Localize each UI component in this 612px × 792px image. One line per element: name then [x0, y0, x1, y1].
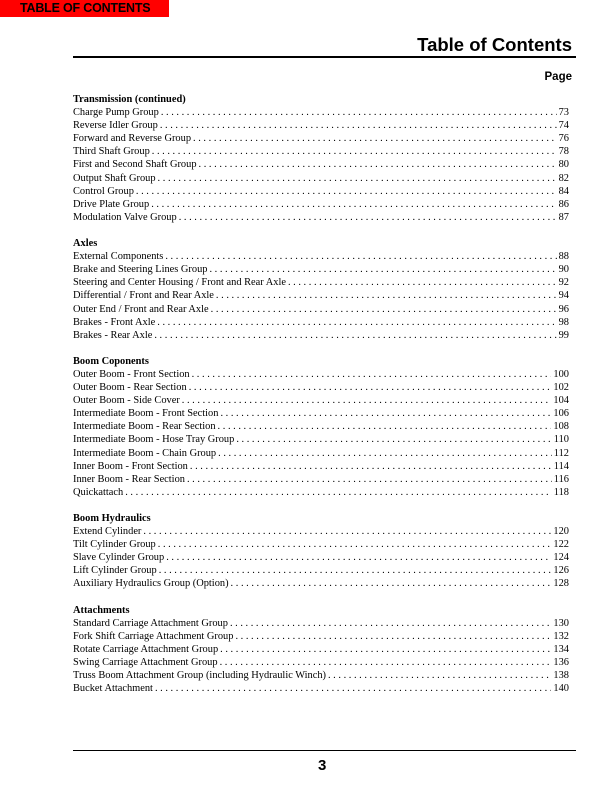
dot-leader: [125, 486, 552, 499]
toc-entry[interactable]: [73, 276, 569, 289]
entry-title: Intermediate Boom - Rear Section: [73, 421, 216, 433]
entry-page: 92: [558, 277, 569, 289]
entry-title: Brakes - Rear Axle: [73, 329, 153, 341]
toc-entry[interactable]: [73, 145, 569, 158]
toc-entry[interactable]: [73, 250, 569, 263]
dot-leader: [190, 460, 552, 473]
entry-title: Lift Cylinder Group: [73, 565, 157, 577]
entry-page: 108: [553, 421, 569, 433]
toc-entry[interactable]: [73, 198, 569, 211]
dot-leader: [136, 185, 557, 198]
dot-leader: [187, 473, 552, 486]
entry-title: Charge Pump Group: [73, 107, 159, 119]
section-heading: Boom Coponents: [73, 355, 149, 367]
entry-title: Truss Boom Attachment Group (including Hydraulic Winch): [73, 670, 326, 682]
entry-title: Slave Cylinder Group: [73, 552, 165, 564]
toc-entry[interactable]: [73, 669, 569, 682]
entry-title: Intermediate Boom - Hose Tray Group: [73, 434, 235, 446]
entry-title: Intermediate Boom - Front Section: [73, 408, 219, 420]
entry-page: 102: [553, 382, 569, 394]
entry-title: Modulation Valve Group: [73, 211, 177, 223]
dot-leader: [157, 316, 556, 329]
toc-entry[interactable]: [73, 525, 569, 538]
entry-page: 73: [558, 107, 569, 119]
dot-leader: [155, 682, 551, 695]
entry-title: Control Group: [73, 185, 134, 197]
entry-page: 104: [553, 395, 569, 407]
toc-entry[interactable]: [73, 630, 569, 643]
dot-leader: [152, 145, 557, 158]
entry-page: 110: [553, 434, 569, 446]
entry-title: Steering and Center Housing / Front and Rear Axle: [73, 277, 286, 289]
toc-entry[interactable]: [73, 643, 569, 656]
entry-page: 112: [553, 447, 569, 459]
toc-entry[interactable]: [73, 394, 569, 407]
dot-leader: [211, 303, 557, 316]
toc-entry[interactable]: [73, 303, 569, 316]
entry-page: 96: [558, 303, 569, 315]
toc-entry[interactable]: [73, 433, 569, 446]
toc-entry[interactable]: [73, 381, 569, 394]
toc-entry[interactable]: [73, 460, 569, 473]
page-column-header: Page: [544, 71, 572, 83]
entry-title: Bucket Attachment: [73, 683, 153, 695]
toc-entry[interactable]: [73, 132, 569, 145]
toc-entry[interactable]: [73, 119, 569, 132]
toc-entry[interactable]: [73, 486, 569, 499]
toc-entry[interactable]: [73, 407, 569, 420]
entry-page: 76: [558, 133, 569, 145]
dot-leader: [179, 211, 557, 224]
entry-page: 122: [553, 539, 569, 551]
entry-title: Fork Shift Carriage Attachment Group: [73, 630, 234, 642]
entry-title: Drive Plate Group: [73, 198, 150, 210]
toc-entry[interactable]: [73, 289, 569, 302]
header-divider: [73, 56, 576, 58]
toc-entry[interactable]: [73, 316, 569, 329]
toc-entry[interactable]: [73, 263, 569, 276]
dot-leader: [154, 329, 556, 342]
entry-title: Auxiliary Hydraulics Group (Option): [73, 578, 229, 590]
entry-title: Inner Boom - Front Section: [73, 460, 188, 472]
dot-leader: [209, 263, 556, 276]
entry-title: Outer Boom - Rear Section: [73, 382, 187, 394]
entry-title: Tilt Cylinder Group: [73, 539, 156, 551]
dot-leader: [288, 276, 557, 289]
entry-title: Inner Boom - Rear Section: [73, 473, 185, 485]
dot-leader: [220, 407, 551, 420]
dot-leader: [231, 577, 552, 590]
entry-page: 126: [553, 565, 569, 577]
entry-page: 80: [558, 159, 569, 171]
dot-leader: [236, 433, 551, 446]
dot-leader: [218, 447, 552, 460]
toc-list: [73, 93, 569, 708]
entry-title: Forward and Reverse Group: [73, 133, 192, 145]
entry-page: 78: [558, 146, 569, 158]
entry-page: 84: [558, 185, 569, 197]
entry-page: 86: [558, 198, 569, 210]
page-number: 3: [318, 757, 327, 774]
dot-leader: [151, 198, 556, 211]
toc-entry[interactable]: [73, 211, 569, 224]
toc-entry[interactable]: [73, 538, 569, 551]
entry-page: 124: [553, 552, 569, 564]
entry-title: External Components: [73, 251, 164, 263]
entry-title: Outer Boom - Side Cover: [73, 395, 180, 407]
dot-leader: [189, 381, 552, 394]
entry-page: 99: [558, 329, 569, 341]
dot-leader: [193, 132, 557, 145]
toc-entry[interactable]: [73, 329, 569, 342]
section-tab: [0, 0, 169, 17]
entry-page: 136: [553, 657, 569, 669]
entry-page: 132: [553, 630, 569, 642]
entry-title: Swing Carriage Attachment Group: [73, 657, 218, 669]
entry-title: Third Shaft Group: [73, 146, 150, 158]
entry-page: 134: [553, 643, 569, 655]
entry-title: Quickattach: [73, 486, 124, 498]
toc-section: [73, 604, 569, 696]
entry-title: Rotate Carriage Attachment Group: [73, 643, 219, 655]
page-title: Table of Contents: [417, 34, 572, 55]
toc-section: [73, 355, 569, 499]
toc-entry[interactable]: [73, 172, 569, 185]
toc-entry[interactable]: [73, 656, 569, 669]
entry-page: 140: [553, 683, 569, 695]
dot-leader: [159, 564, 552, 577]
entry-title: Extend Cylinder: [73, 526, 142, 538]
dot-leader: [218, 420, 552, 433]
toc-entry[interactable]: [73, 617, 569, 630]
entry-title: Intermediate Boom - Chain Group: [73, 447, 217, 459]
dot-leader: [220, 656, 552, 669]
entry-page: 118: [553, 486, 569, 498]
dot-leader: [328, 669, 551, 682]
entry-page: 74: [558, 120, 569, 132]
dot-leader: [158, 172, 557, 185]
entry-page: 88: [558, 251, 569, 263]
dot-leader: [230, 617, 551, 630]
entry-page: 106: [553, 408, 569, 420]
entry-title: Standard Carriage Attachment Group: [73, 617, 228, 629]
section-heading: Boom Hydraulics: [73, 513, 151, 524]
toc-entry[interactable]: [73, 682, 569, 695]
toc-entry[interactable]: [73, 185, 569, 198]
toc-entry[interactable]: [73, 564, 569, 577]
dot-leader: [199, 158, 557, 171]
entry-page: 90: [558, 264, 569, 276]
dot-leader: [216, 289, 557, 302]
section-heading: Transmission (continued): [73, 94, 186, 105]
dot-leader: [182, 394, 552, 407]
dot-leader: [192, 368, 552, 381]
entry-page: 120: [553, 526, 569, 538]
entry-page: 116: [553, 473, 569, 485]
dot-leader: [235, 630, 551, 643]
entry-page: 87: [558, 211, 569, 223]
dot-leader: [166, 551, 551, 564]
section-heading: Attachments: [73, 604, 130, 616]
entry-title: Output Shaft Group: [73, 172, 156, 184]
toc-section: [73, 237, 569, 342]
dot-leader: [160, 119, 557, 132]
toc-entry[interactable]: [73, 473, 569, 486]
entry-page: 130: [553, 617, 569, 629]
toc-section: [73, 512, 569, 591]
toc-entry[interactable]: [73, 158, 569, 171]
entry-page: 138: [553, 670, 569, 682]
entry-title: First and Second Shaft Group: [73, 159, 197, 171]
entry-title: Brake and Steering Lines Group: [73, 264, 208, 276]
section-heading: Axles: [73, 238, 98, 250]
footer-divider: [73, 750, 576, 751]
dot-leader: [220, 643, 551, 656]
toc-section: [73, 93, 569, 224]
toc-entry[interactable]: [73, 577, 569, 590]
toc-entry[interactable]: [73, 551, 569, 564]
dot-leader: [165, 250, 556, 263]
entry-page: 94: [558, 290, 569, 302]
toc-entry[interactable]: [73, 420, 569, 433]
entry-page: 82: [558, 172, 569, 184]
dot-leader: [158, 538, 552, 551]
toc-entry[interactable]: [73, 368, 569, 381]
entry-page: 114: [553, 460, 569, 472]
entry-page: 100: [553, 368, 569, 380]
entry-page: 98: [558, 316, 569, 328]
section-tab-label: TABLE OF CONTENTS: [20, 1, 151, 15]
dot-leader: [143, 525, 551, 538]
entry-title: Outer End / Front and Rear Axle: [73, 303, 209, 315]
toc-entry[interactable]: [73, 447, 569, 460]
entry-title: Reverse Idler Group: [73, 120, 158, 132]
toc-entry[interactable]: [73, 106, 569, 119]
entry-title: Differential / Front and Rear Axle: [73, 290, 214, 302]
dot-leader: [161, 106, 557, 119]
entry-title: Brakes - Front Axle: [73, 316, 156, 328]
entry-page: 128: [553, 578, 569, 590]
entry-title: Outer Boom - Front Section: [73, 368, 190, 380]
